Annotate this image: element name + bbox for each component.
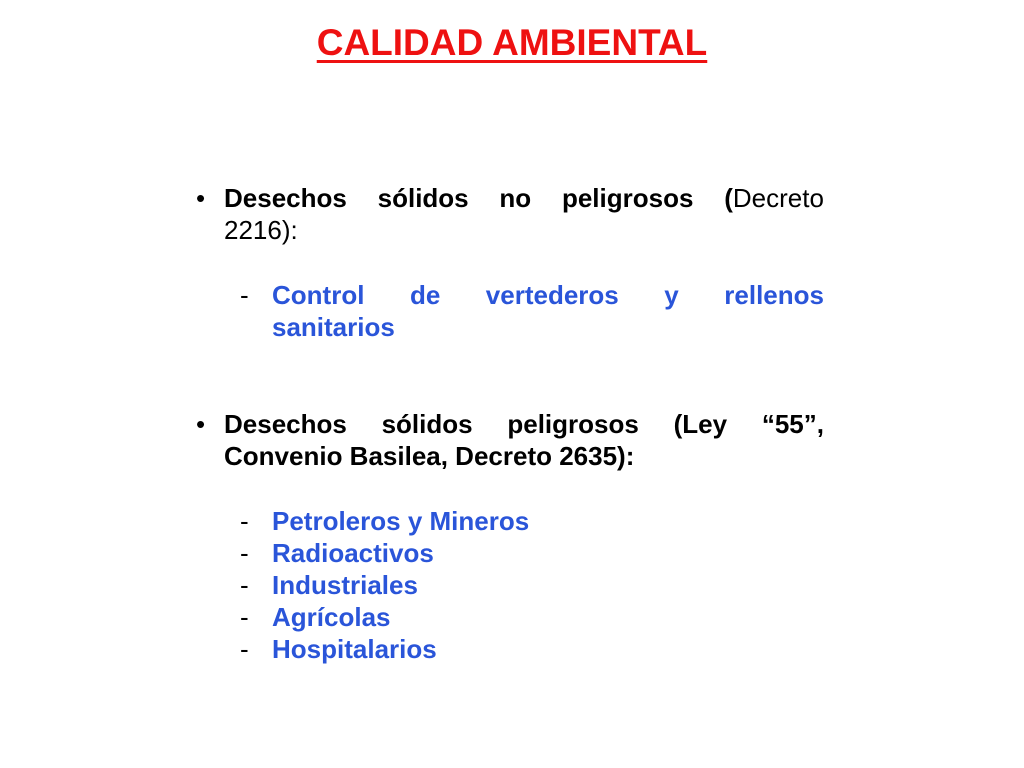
sub-list [240,279,824,343]
sub-line-2: sanitarios [272,312,395,342]
slide-title: CALIDAD AMBIENTAL [316,22,708,63]
list-item [240,569,824,601]
dash-icon: - [240,570,249,600]
bullet-item [192,182,824,246]
sub-line [272,279,824,311]
word: no [499,183,532,213]
word-decreto: (Decreto [724,183,824,213]
list-item-label: Petroleros y Mineros [272,506,530,536]
bullet-line [224,408,824,440]
list-item-label: Hospitalarios [272,634,437,664]
dash-icon: - [240,634,249,664]
spacer [192,343,824,408]
word: “55”, [761,409,824,439]
word: Desechos [224,183,347,213]
dash-icon: - [240,280,249,310]
bullet-item [192,408,824,472]
word: y [664,280,679,310]
spacer [192,472,824,505]
bullet-line [224,182,824,214]
word: (Ley [673,409,728,439]
slide-content [192,182,824,665]
bullet-icon: • [196,183,206,213]
bullet-line-2: 2216): [224,215,298,245]
decreto-label: Decreto [732,183,824,213]
bullet-icon: • [196,409,206,439]
word: Control [272,280,365,310]
word: Desechos [224,409,347,439]
list-item [240,537,824,569]
dash-icon: - [240,506,249,536]
list-item [240,505,824,537]
list-item [240,633,824,665]
list-item-label: Agrícolas [272,602,391,632]
bullet-line-2: Convenio Basilea, Decreto 2635): [224,441,635,471]
word: sólidos [381,409,473,439]
word: peligrosos [561,183,694,213]
word: vertederos [485,280,619,310]
word: de [409,280,441,310]
dash-icon: - [240,538,249,568]
list-item-label: Radioactivos [272,538,434,568]
list-item [240,279,824,343]
dash-icon: - [240,602,249,632]
sub-list [240,505,824,665]
list-item-label: Industriales [272,570,418,600]
word: sólidos [377,183,469,213]
spacer [192,246,824,279]
word: rellenos [724,280,824,310]
word: peligrosos [507,409,639,439]
list-item [240,601,824,633]
